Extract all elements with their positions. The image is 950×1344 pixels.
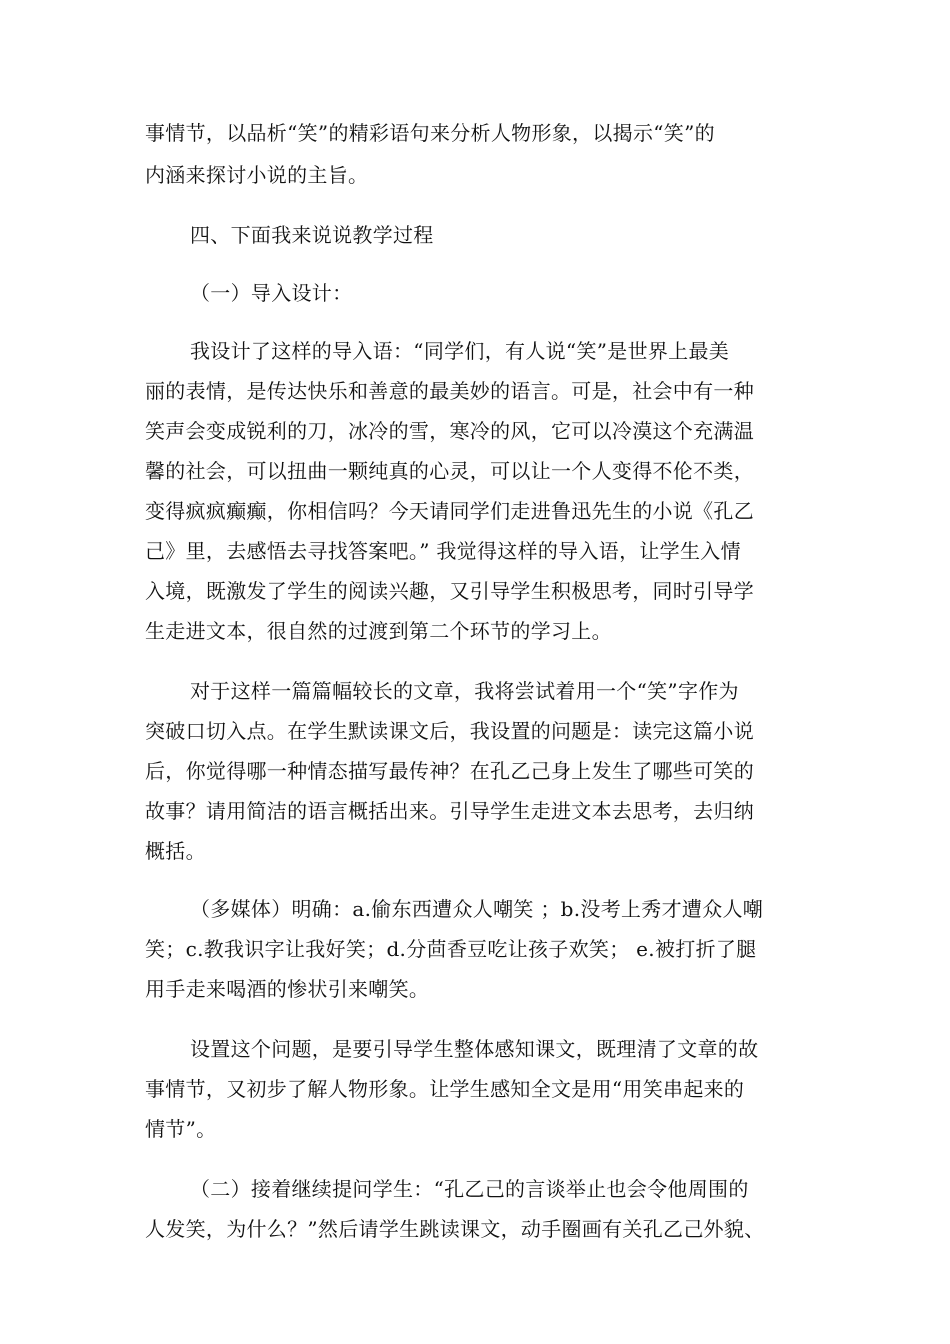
paragraph-line: 突破口切入点。在学生默读课文后，我设置的问题是：读完这篇小说 [145, 719, 754, 743]
paragraph-line: 变得疯疯癫癫，你相信吗？今天请同学们走进鲁迅先生的小说《孔乙 [145, 499, 754, 523]
paragraph-line: 馨的社会，可以扭曲一颗纯真的心灵，可以让一个人变得不伦不类， [145, 459, 754, 483]
paragraph-line: （二）接着继续提问学生：“孔乙己的言谈举止也会令他周围的 [190, 1177, 749, 1201]
paragraph-line: 概括。 [145, 839, 206, 863]
section-heading: 四、下面我来说说教学过程 [190, 223, 434, 247]
paragraph-line: （多媒体）明确：a.偷东西遭众人嘲笑 ；b.没考上秀才遭众人嘲 [190, 897, 764, 921]
paragraph-line: 故事？请用简洁的语言概括出来。引导学生走进文本去思考，去归纳 [145, 799, 754, 823]
paragraph-line: 笑；c.教我识字让我好笑；d.分茴香豆吃让孩子欢笑； e.被打折了腿 [145, 937, 757, 961]
paragraph-line: 笑声会变成锐利的刀，冰冷的雪，寒冷的风，它可以冷漠这个充满温 [145, 419, 754, 443]
paragraph-line: 生走进文本，很自然的过渡到第二个环节的学习上。 [145, 619, 612, 643]
paragraph-line: 情节”。 [145, 1117, 217, 1141]
paragraph-line: 事情节，以品析“笑”的精彩语句来分析人物形象，以揭示“笑”的 [145, 121, 715, 145]
paragraph-line: 事情节，又初步了解人物形象。让学生感知全文是用“用笑串起来的 [145, 1077, 745, 1101]
paragraph-line: 丽的表情，是传达快乐和善意的最美妙的语言。可是，社会中有一种 [145, 379, 754, 403]
subsection-heading: （一）导入设计： [190, 281, 353, 305]
paragraph-line: 设置这个问题，是要引导学生整体感知课文，既理清了文章的故 [190, 1037, 759, 1061]
paragraph-line: 对于这样一篇篇幅较长的文章，我将尝试着用一个“笑”字作为 [190, 679, 739, 703]
paragraph-line: 己》里，去感悟去寻找答案吧。” 我觉得这样的导入语，让学生入情 [145, 539, 741, 563]
paragraph-line: 内涵来探讨小说的主旨。 [145, 163, 369, 187]
paragraph-line: 人发笑，为什么？”然后请学生跳读课文，动手圈画有关孔乙己外貌、 [145, 1217, 765, 1241]
paragraph-line: 入境，既激发了学生的阅读兴趣，又引导学生积极思考，同时引导学 [145, 579, 754, 603]
paragraph-line: 我设计了这样的导入语：“同学们，有人说“笑”是世界上最美 [190, 339, 730, 363]
paragraph-line: 后，你觉得哪一种情态描写最传神？在孔乙己身上发生了哪些可笑的 [145, 759, 754, 783]
paragraph-line: 用手走来喝酒的惨状引来嘲笑。 [145, 977, 430, 1001]
